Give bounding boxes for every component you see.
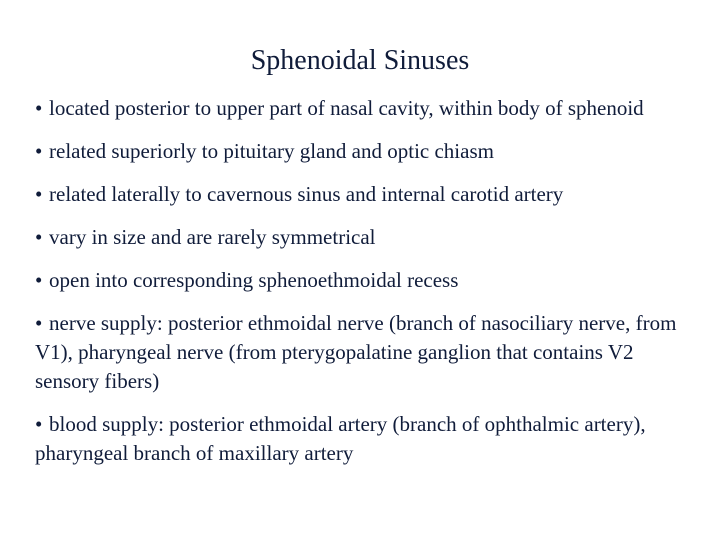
slide-title: Sphenoidal Sinuses bbox=[250, 45, 470, 76]
bullet-text: nerve supply: posterior ethmoidal nerve (branch of nasociliary nerve, from V1), pharyngeal nerve (from pterygopalatine ganglion that contains V2 sensory fibers) bbox=[35, 311, 677, 393]
bullet-item bbox=[35, 180, 695, 209]
bullet-item bbox=[35, 266, 695, 295]
bullet-item bbox=[35, 223, 695, 252]
bullet-dot: • bbox=[35, 96, 43, 120]
bullet-item bbox=[35, 410, 695, 468]
bullet-dot: • bbox=[35, 268, 43, 292]
bullet-text: located posterior to upper part of nasal cavity, within body of sphenoid bbox=[49, 96, 644, 120]
bullet-text: related laterally to cavernous sinus and internal carotid artery bbox=[49, 182, 564, 206]
bullet-dot: • bbox=[35, 412, 43, 436]
bullet-text: vary in size and are rarely symmetrical bbox=[49, 225, 376, 249]
bullet-text: blood supply: posterior ethmoidal artery (branch of ophthalmic artery), pharyngeal branch of maxillary artery bbox=[35, 412, 646, 465]
bullet-item bbox=[35, 309, 695, 396]
bullet-text: related superiorly to pituitary gland and optic chiasm bbox=[49, 139, 494, 163]
bullet-text: open into corresponding sphenoethmoidal recess bbox=[49, 268, 459, 292]
bullet-dot: • bbox=[35, 182, 43, 206]
bullet-item bbox=[35, 94, 695, 123]
bullet-list bbox=[35, 94, 695, 482]
bullet-dot: • bbox=[35, 139, 43, 163]
bullet-item bbox=[35, 137, 695, 166]
bullet-dot: • bbox=[35, 225, 43, 249]
bullet-dot: • bbox=[35, 311, 43, 335]
